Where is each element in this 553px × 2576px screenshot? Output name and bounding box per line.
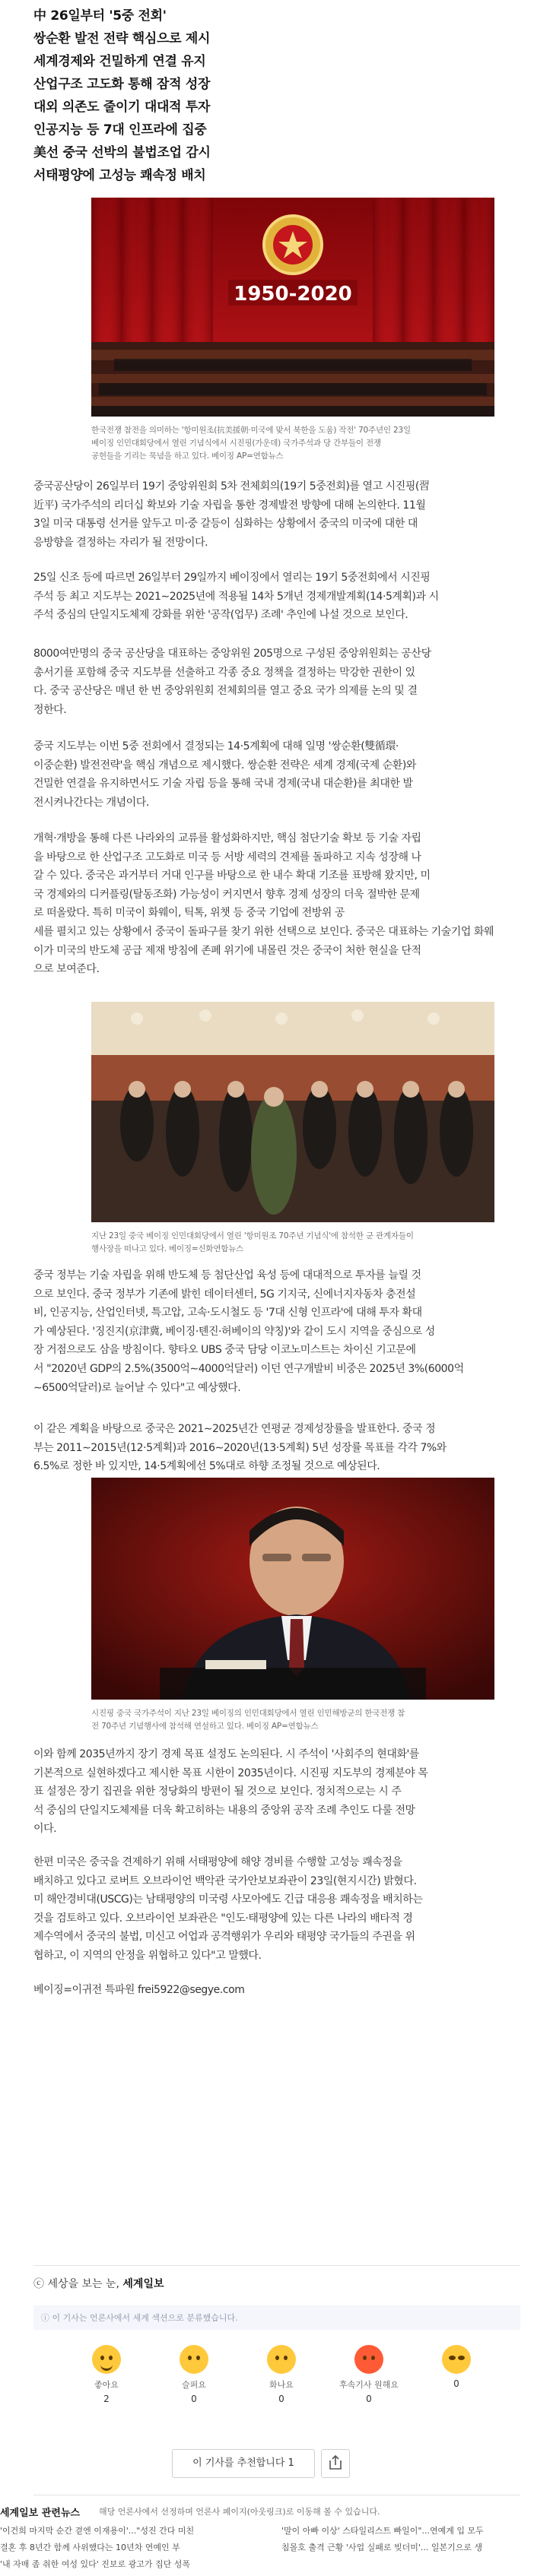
headline-line: 산업구조 고도화 통해 잠적 성장 (33, 77, 211, 92)
source-prefix: ⓒ 세상을 보는 눈, (33, 2278, 123, 2290)
headline-line: 세계경제와 건밀하게 연결 유지 (33, 54, 206, 69)
related-item[interactable]: '내 자매 좀 취한 여성 있다' 진보로 광고가 집단 성폭 (0, 2559, 191, 2569)
paragraph-line: 주석 중심의 단일지도체제 강화를 위한 '공작(업무) 조례' 추인에 나설 것으로 보인다. (33, 609, 408, 622)
paragraph-line: 이와 함께 2035년까지 장기 경제 목표 설정도 논의된다. 시 주석이 '사회주의 현대화'를 (33, 1748, 419, 1760)
paragraph-line: 중국 정부는 기술 자립을 위해 반도체 등 첨단산업 육성 등에 대대적으로 투자를 늘릴 것 (33, 1269, 421, 1282)
paragraph-line: 으로 보인다. 중국 정부가 기존에 밝힌 데이터센터, 5G 기지국, 신에너지자동차 충전설 (33, 1288, 416, 1301)
headline-line: 中 26일부터 '5중 전회' (33, 8, 167, 24)
paragraph-line: 한편 미국은 중국을 견제하기 위해 서태평양에 해양 경비를 수행할 고성능 쾌속정을 (33, 1856, 402, 1868)
reaction-want-more[interactable] (338, 2345, 399, 2413)
paragraph-line: 다. 중국 공산당은 매년 한 번 중앙위원회 전체회의를 열고 중요 국가 의제를 논의 및 결 (33, 685, 418, 698)
headline-line: 쌍순환 발전 전략 핵심으로 제시 (33, 31, 211, 46)
smile-icon (92, 2345, 121, 2374)
officials-photo (91, 1002, 494, 1222)
paragraph-line: 전시켜나간다는 개념이다. (33, 796, 149, 809)
paragraph-line: 총서기를 포함해 중국 지도부를 선출하고 각종 중요 정책을 결정하는 막강한 권한이 있 (33, 666, 415, 679)
caption-line: 한국전쟁 참전을 의미하는 '항미원조(抗美援朝·미국에 맞서 북한을 도움) 작전' 70주년인 23일 (91, 426, 411, 435)
photo-caption (91, 424, 494, 463)
related-note: 해당 언론사에서 선정하며 언론사 페이지(아웃링크)로 이동해 볼 수 있습니다. (99, 2507, 380, 2517)
article-paragraph (33, 1745, 520, 1839)
related-title: 세계일보 관련뉴스 (0, 2508, 80, 2519)
info-icon: ⓘ (41, 2313, 52, 2323)
paragraph-line: 기본적으로 실현하겠다고 제시한 목표 시한이 2035년이다. 시진핑 지도부의 경제분야 목 (33, 1766, 428, 1779)
article-paragraph (33, 737, 520, 812)
paragraph-line: 것을 검토하고 있다. 오브라이언 보좌관은 "인도·태평양에 있는 다른 나라의 배타적 경 (33, 1912, 413, 1925)
headline-line: 美선 중국 선박의 불법조업 감시 (33, 145, 211, 160)
officials-photo-image (91, 1002, 494, 1222)
caption-line: 행사장을 떠나고 있다. 베이징=신화연합뉴스 (91, 1244, 244, 1253)
paragraph-line: 중국공산당이 26일부터 19기 중앙위원회 5차 전체회의(19기 5중전회)를 열고 시진핑(習 (33, 480, 430, 493)
paragraph-line: 이중순환) 발전전략'을 핵심 개념으로 제시했다. 쌍순환 전략은 세계 경제(국제 순환)와 (33, 759, 416, 772)
caption-line: 전 70주년 기념행사에 참석해 연설하고 있다. 베이징 AP=연합뉴스 (91, 1722, 319, 1731)
paragraph-line: 주석 등 최고 지도부는 2021∼2025년에 적용될 14차 5개년 경제개발계획(14·5계획)과 시 (33, 590, 439, 603)
reaction-label: 화나요 (269, 2380, 294, 2390)
article-paragraph (33, 569, 520, 625)
caption-line: 베이징 인민대회당에서 열린 기념식에서 시진핑(가운데) 국가주석과 당 간부들이 전쟁 (91, 439, 381, 448)
sad-face-icon (180, 2345, 208, 2374)
paragraph-line: 부는 2011∼2015년(12·5계획)과 2016∼2020년(13·5계획) 5년 성장률 목표를 각각 7%와 (33, 1441, 447, 1454)
related-item[interactable]: '말이 아빠 이상' 스타일리스트 빠일이"...연예계 입 모두 (281, 2526, 484, 2536)
related-item[interactable]: '이건희 마지막 순간 곁엔 이재용이'..."성진 간다 미친 (0, 2526, 195, 2536)
paragraph-line: 이다. (33, 1823, 57, 1836)
paragraph-line: 표 설정은 장기 집권을 위한 정당화의 방편이 될 것으로 보인다. 정치적으로는 시 주 (33, 1785, 402, 1798)
reaction-count: 0 (191, 2394, 197, 2404)
paragraph-line: 갈 수 있다. 중국은 과거부터 거대 인구를 바탕으로 한 내수 확대 기조를 표방해 왔지만, 미 (33, 870, 431, 882)
reaction-extra[interactable] (426, 2345, 487, 2413)
share-icon (322, 2450, 349, 2477)
reaction-bar (76, 2345, 487, 2413)
reaction-sad[interactable] (164, 2345, 224, 2413)
photo-caption (91, 1230, 494, 1256)
paragraph-line: 장 거점으로도 삼을 방침이다. 향타오 UBS 중국 담당 이코노미스트는 차이신 기고문에 (33, 1344, 416, 1357)
reaction-like[interactable] (76, 2345, 137, 2413)
reaction-label: 후속기사 원해요 (339, 2380, 399, 2390)
paragraph-line: 6.5%로 정한 바 있지만, 14·5계획에선 5%대로 하향 조정될 것으로 예상된다. (33, 1460, 380, 1473)
related-item[interactable]: 침몰호 출격 근황 '사업 실패로 빚더미'... 일본기으로 생 (281, 2543, 483, 2552)
headline-line: 대외 의존도 줄이기 대대적 투자 (33, 100, 211, 115)
paragraph-line: 가 예상된다. '징진지(京津冀, 베이징·톈진·허베이의 약칭)'와 같이 도시 지역을 중심으로 성 (33, 1325, 435, 1338)
share-button[interactable] (321, 2449, 350, 2478)
paragraph-line: 건밀한 연결을 유지하면서도 기술 자립 등을 통해 국내 경제(국내 대순환)를 최대한 발 (33, 778, 413, 791)
paragraph-line: 응방향을 결정하는 자리가 될 전망이다. (33, 536, 208, 549)
headline-line: 서태평양에 고성능 쾌속정 배치 (33, 168, 206, 183)
byline (33, 1981, 520, 2000)
recommend-button[interactable]: 이 기사를 추천합니다 1 (172, 2449, 315, 2478)
article-paragraph (33, 829, 520, 979)
paragraph-line: 개혁·개방을 통해 다른 나라와의 교류를 활성화하지만, 핵심 첨단기술 확보 등 기술 자립 (33, 832, 421, 844)
caption-line: 시진핑 중국 국가주석이 지난 23일 베이징의 인민대회당에서 열린 인민해방군의 한국전쟁 참 (91, 1709, 405, 1718)
paragraph-line: 비, 인공지능, 산업인터넷, 특고압, 고속·도시철도 등 '7대 신형 인프라'에 대해 투자 확대 (33, 1307, 422, 1320)
photo-banner-text: 1950-2020 (234, 283, 352, 306)
article-paragraph (33, 1853, 520, 1966)
headline-line: 인공지능 등 7대 인프라에 집중 (33, 122, 207, 138)
reaction-label: 슬퍼요 (182, 2380, 206, 2390)
source-credit (33, 2276, 164, 2291)
paragraph-line: 로 떠올랐다. 특히 미국이 화웨이, 틱톡, 위챗 등 중국 기업에 전방위 공 (33, 907, 345, 920)
paragraph-line: 중국 지도부는 이번 5중 전회에서 결정되는 14·5계획에 대해 일명 '쌍순환(雙循環· (33, 740, 399, 753)
reaction-count: 0 (366, 2394, 372, 2404)
paragraph-line: 세를 펼치고 있는 상황에서 중국이 돌파구를 찾기 위한 선택으로 보인다. 중국은 대표하는 기술기업 화웨 (33, 925, 494, 938)
article-paragraph (33, 1266, 520, 1397)
paragraph-line: 석 중심의 단일지도체제를 더욱 확고히하는 내용의 중앙위 공작 조례 추인도 다룰 전망 (33, 1804, 415, 1817)
reaction-count: 2 (103, 2394, 110, 2404)
notice-text: 이 기사는 언론사에서 세계 섹션으로 분류했습니다. (52, 2313, 238, 2323)
section-notice (33, 2305, 520, 2330)
reaction-count: 0 (453, 2378, 459, 2389)
ceremony-photo-image (91, 198, 494, 417)
paragraph-line: 정한다. (33, 703, 67, 716)
byline-text: 베이징=이귀전 특파원 frei5922@segye.com (33, 1984, 245, 1996)
caption-line: 지난 23일 중국 베이징 인민대회당에서 열린 '항미원조 70주년 기념식'에 참석한 군 관계자들이 (91, 1231, 414, 1240)
reaction-angry[interactable] (251, 2345, 312, 2413)
article-paragraph (33, 477, 520, 552)
paragraph-line: 제수역에서 중국의 불법, 미신고 어업과 공격행위가 우리와 태평양 국가들의 주권을 위 (33, 1931, 415, 1944)
paragraph-line: 8000여만명의 중국 공산당을 대표하는 중앙위원 205명으로 구성된 중앙위원회는 공산당 (33, 648, 431, 660)
photo-caption (91, 1707, 494, 1733)
speaker-photo-image (91, 1478, 494, 1700)
angry-face-icon (267, 2345, 296, 2374)
article-paragraph (33, 1420, 520, 1476)
paragraph-line: 이 같은 계획을 바탕으로 중국은 2021∼2025년간 연평균 경제성장률을 발표한다. 중국 정 (33, 1423, 436, 1435)
article-paragraph (33, 645, 520, 719)
fire-face-icon (354, 2345, 383, 2374)
reaction-label: 좋아요 (94, 2380, 119, 2390)
glasses-face-icon (442, 2345, 471, 2374)
paragraph-line: 배치하고 있다고 로버트 오브라이언 백악관 국가안보보좌관이 23일(현지시간) 밝혔다. (33, 1874, 417, 1887)
paragraph-line: ∼6500억달러)로 늘어날 수 있다"고 예상했다. (33, 1381, 241, 1394)
divider (33, 2265, 520, 2266)
paragraph-line: 미 해안경비대(USCG)는 남태평양의 미국령 사모아에도 긴급 대응용 쾌속정을 배치하는 (33, 1893, 423, 1906)
ceremony-photo (91, 198, 494, 417)
paragraph-line: 서 "2020년 GDP의 2.5%(3500억∼4000억달러) 이던 연구개발비 비중은 2025년 3%(6000억 (33, 1362, 464, 1375)
speaker-photo (91, 1478, 494, 1700)
paragraph-line: 을 바탕으로 한 산업구조 고도화로 미국 등 서방 세력의 견제를 돌파하고 지속 성장해 나 (33, 851, 421, 863)
paragraph-line: 近平) 국가주석의 리더십 확보와 기술 자립을 통한 경제발전 방향에 대해 논의한다. 11월 (33, 499, 426, 512)
headline-summary (33, 5, 353, 187)
paragraph-line: 협하고, 이 지역의 안정을 위협하고 있다"고 말했다. (33, 1949, 262, 1962)
paragraph-line: 으로 보여준다. (33, 963, 100, 976)
reaction-count: 0 (278, 2394, 284, 2404)
source-brand[interactable]: 세계일보 (122, 2278, 164, 2290)
paragraph-line: 국 경제와의 디커플링(탈동조화) 가능성이 커지면서 향후 경제 성장의 더욱 절박한 문제 (33, 888, 420, 901)
related-item[interactable]: 결혼 후 8년간 함께 사위했다는 10년차 연예인 부 (0, 2543, 180, 2552)
paragraph-line: 이가 미국의 반도체 공급 제재 방침에 존폐 위기에 내몰린 것은 중국이 처한 현실을 단적 (33, 944, 421, 957)
paragraph-line: 3일 미국 대통령 선거를 앞두고 미·중 갈등이 심화하는 상황에서 중국의 미국에 대한 대 (33, 518, 418, 531)
caption-line: 공헌들을 기리는 묵념을 하고 있다. 베이징 AP=연합뉴스 (91, 452, 284, 461)
paragraph-line: 25일 신조 등에 따르면 26일부터 29일까지 베이징에서 열리는 19기 5중전회에서 시진핑 (33, 572, 431, 584)
